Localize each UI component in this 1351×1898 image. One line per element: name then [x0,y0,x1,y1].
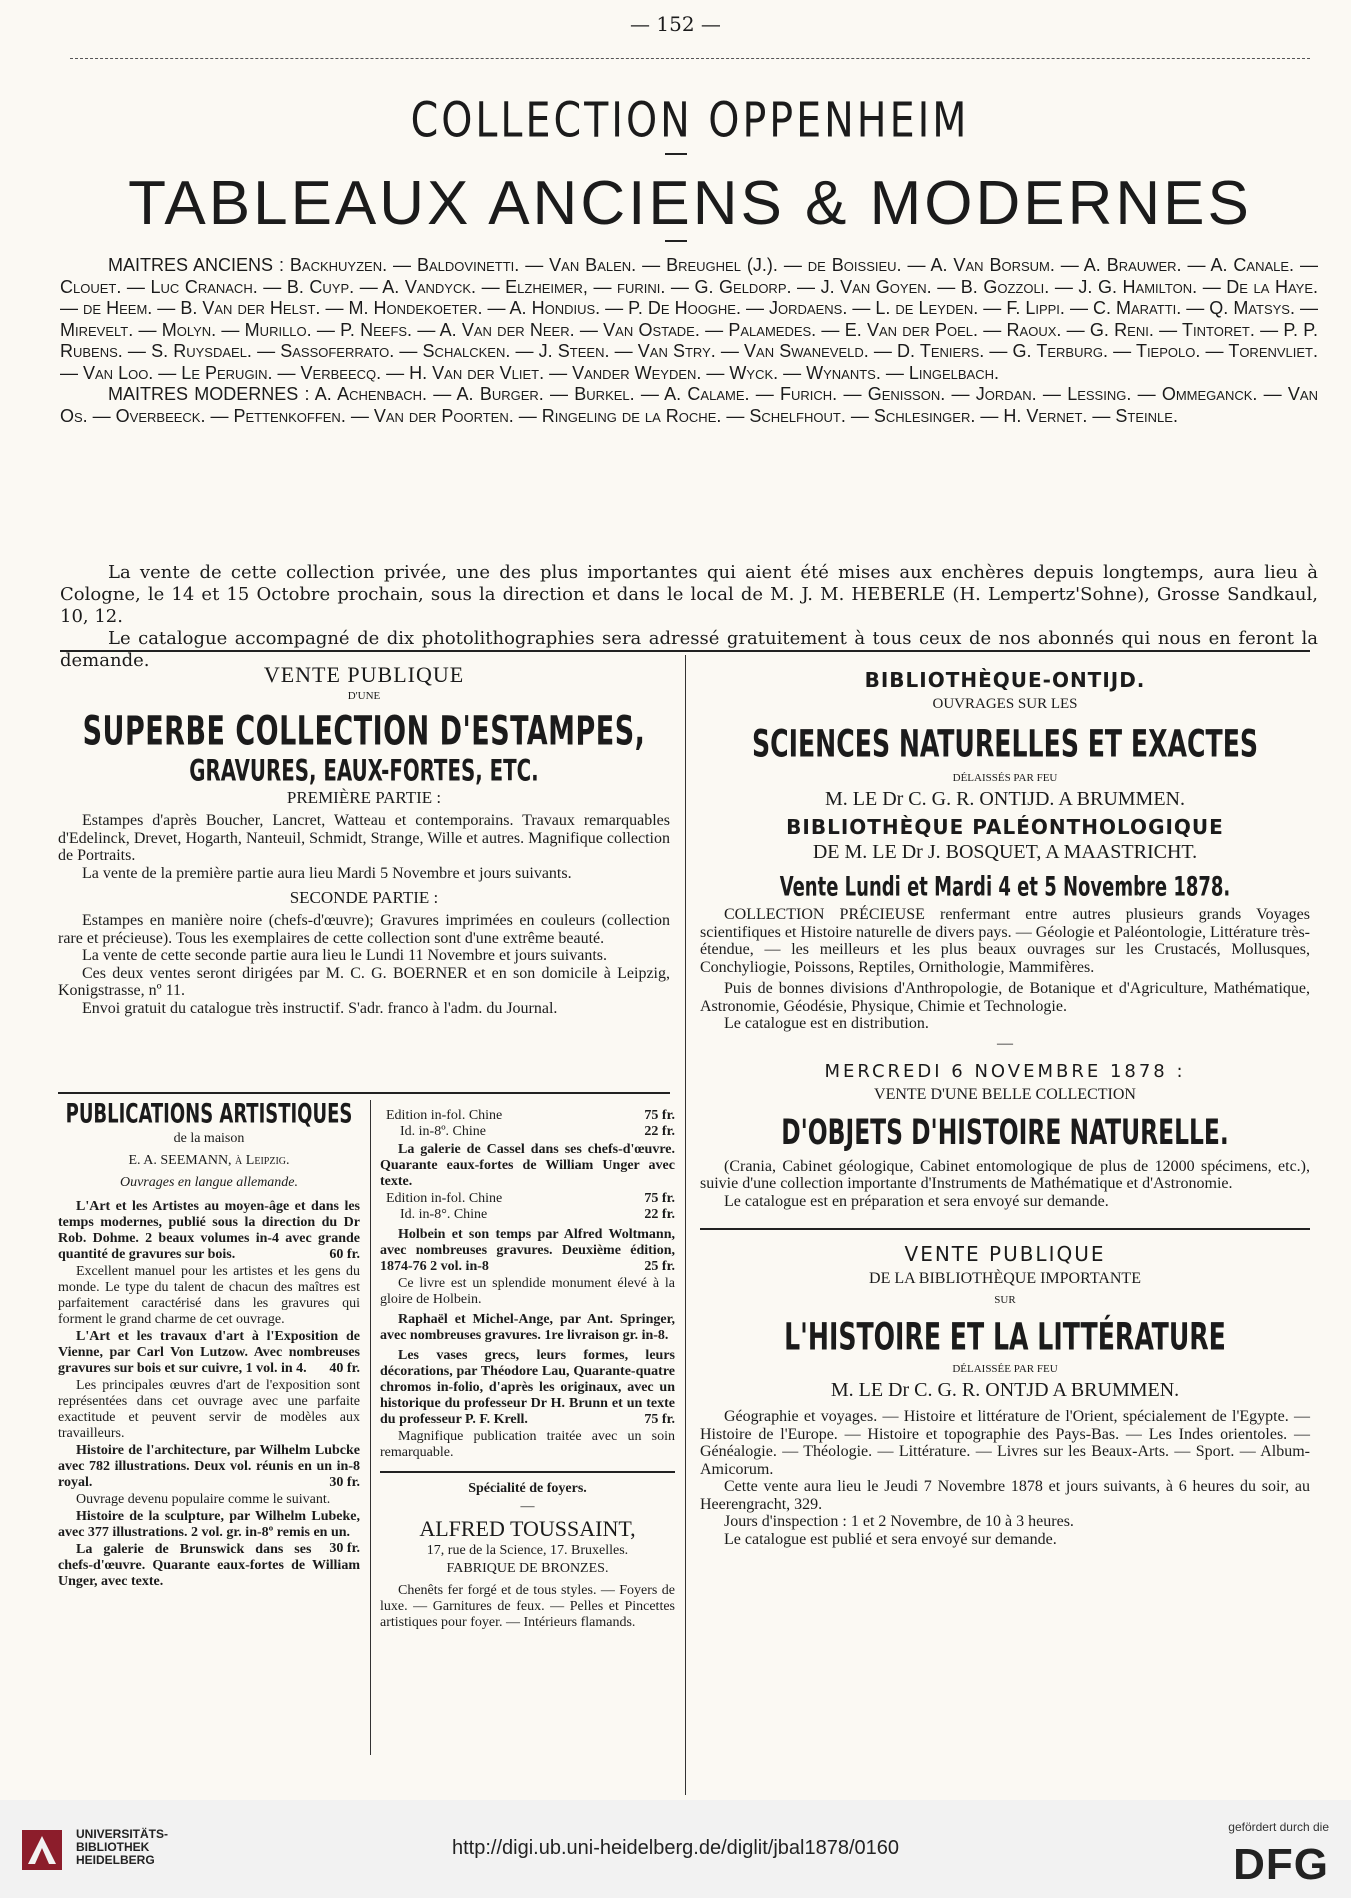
histoire-naturelle-title: D'OBJETS D'HISTOIRE NATURELLE. [781,1112,1229,1153]
litterature-p1: Géographie et voyages. — Histoire et littérature de l'Orient, spécialement de l'Egypte. — Histoire de l'Europe. — Histoire et topographie des Pays-Bas. — Les Indes orientoles. — Généalogie. — Théologie. — Littérature. — Livres sur les Beaux-Arts. — Sport. — Album-Amicorum. [700,1408,1310,1478]
d-une: D'UNE [347,690,381,702]
bosquet-name: DE M. LE Dr J. BOSQUET, A MAASTRICHT. [812,841,1198,863]
litterature-text [700,1408,1310,1548]
naturelle-p1: (Crania, Cabinet géologique, Cabinet entomologique de plus de 12000 spécimens, etc.), suivie d'une collection importante d'Instruments de Mathématique et d'Astronomie. [700,1157,1310,1192]
left-section-rule [58,1092,670,1094]
cassel-gallery: La galerie de Cassel dans ses chefs-d'œuvre. Quarante eaux-fortes de William Unger avec texte. [380,1142,675,1189]
delaissee-2: DÉLAISSÉE PAR FEU [952,1363,1058,1375]
estampes-ad [58,662,670,1017]
inner-divider [370,1100,371,1755]
edition-4-price: 22 fr. [644,1207,675,1222]
vases-price: 75 fr. [644,1412,675,1427]
raphael-item: Raphaël et Michel-Ange, par Ant. Springer, avec nombreuses gravures. 1re livraison gr. in-8. [380,1312,675,1343]
publisher-name: E. A. SEEMANN, à Leipzig. [128,1153,290,1168]
pub-item-3: Histoire de l'architecture, par Wilhelm Lubcke avec 782 illustrations. Deux vol. réunis en un in-8 royal. [58,1443,360,1490]
ontijd-text [700,906,1310,1033]
sur: SUR [994,1294,1016,1306]
seconde-partie: SECONDE PARTIE : [289,888,439,907]
estampes-p5: Ces deux ventes seront dirigées par M. C. G. BOERNER et en son domicile à Leipzig, Konigstrasse, nº 11. [58,964,670,999]
maitres-anciens: MAITRES ANCIENS : Backhuyzen. — Baldovinetti. — Van Balen. — Breughel (J.). — de Boissieu. — A. Van Borsum. — A. Brauwer. — A. Canale. — Clouet. — Luc Cranach. — B. Cuyp. — A. Vandyck. — Elzheimer, — furini. — G. Geldorp. — J. Van Goyen. — B. Gozzoli. — J. G. Hamilton. — De la Haye. — de Heem. — B. Van der Helst. — M. Hondekoeter. — A. Hondius. — P. De Hooghe. — Jordaens. — L. de Leyden. — F. Lippi. — C. Maratti. — Q. Matsys. — Mirevelt. — Molyn. — Murillo. — P. Neefs. — A. Van der Neer. — Van Ostade. — Palamedes. — E. Van der Poel. — Raoux. — G. Reni. — Tintoret. — P. P. Rubens. — S. Ruysdael. — Sassoferrato. — Schalcken. — J. Steen. — Van Stry. — Van Swaneveld. — D. Teniers. — G. Terburg. — Tiepolo. — Torenvliet. — Van Loo. — Le Perugin. — Verbeecq. — H. Van der Vliet. — Vander Weyden. — Wyck. — Wynants. — Lingelbach. [60,255,1318,383]
viewer-footer [0,1800,1351,1898]
pub-item-1-price: 60 fr. [329,1247,360,1262]
premiere-partie: PREMIÈRE PARTIE : [286,788,442,807]
source-url[interactable]: http://digi.ub.uni-heidelberg.de/diglit/jbal1878/0160 [451,1837,899,1859]
vente-dates: Vente Lundi et Mardi 4 et 5 Novembre 1878. [779,869,1231,903]
title-dash [665,153,687,155]
language-note: Ouvrages en langue allemande. [119,1175,299,1190]
estampes-p4: La vente de cette seconde partie aura lieu le Lundi 11 Novembre et jours suivants. [82,947,607,964]
pub-item-3-desc: Ouvrage devenu populaire comme le suivant. [76,1492,331,1507]
holbein-price: 25 fr. [644,1259,675,1274]
edition-row-1 [380,1108,675,1124]
pub-item-4: Histoire de la sculpture, par Wilhelm Lubeke, avec 377 illustrations. 2 vol. gr. in-8º remis en un. [58,1509,360,1540]
sciences-title: SCIENCES NATURELLES ET EXACTES [751,721,1259,766]
library-line-3: HEIDELBERG [76,1853,155,1867]
vente-publique-2: VENTE PUBLIQUE [904,1242,1106,1266]
naturelle-text [700,1158,1310,1211]
ontijd-p1: COLLECTION PRÉCIEUSE renfermant entre autres plusieurs grands Voyages scientifiques et Histoire naturelle de divers pays. — Géologie et Paléontologie, Littérature très-étendue, — les meilleurs et les plus beaux ouvrages sur les Crustacés, Mollusques, Conchyliogie, Poissons, Reptiles, Ornithologie, Mammifères. [700,906,1310,976]
vente-publique-heading: VENTE PUBLIQUE [263,662,465,687]
dfg-logo: DFG [1233,1840,1329,1889]
ontijd-heading: BIBLIOTHÈQUE-ONTIJD. [864,668,1146,692]
pub-item-4-price: 30 fr. [329,1541,360,1556]
sale-notice [60,562,1318,672]
edition-row-4 [380,1207,675,1223]
gravures-title: GRAVURES, EAUX-FORTES, ETC. [189,754,539,789]
masters-list [60,255,1318,427]
ouvrages-sur: OUVRAGES SUR LES [932,696,1078,712]
top-rule [70,58,1310,59]
estampes-p6: Envoi gratuit du catalogue très instructif. S'adr. franco à l'adm. du Journal. [82,999,558,1017]
ontijd-name: M. LE Dr C. G. R. ONTIJD. A BRUMMEN. [824,788,1186,810]
tableaux-title: TABLEAUX ANCIENS & MODERNES [128,169,1252,238]
superbe-collection-title: SUPERBE COLLECTION D'ESTAMPES, [82,707,646,756]
funded-by: gefördert durch die [1228,1820,1329,1834]
seconde-text [58,912,670,1017]
pub-item-2-desc: Les principales œuvres d'art de l'exposition sont représentées dans cet ouvrage avec une parfaite exactitude et peuvent servir de modèles aux travailleurs. [58,1378,360,1441]
publications-title: PUBLICATIONS ARTISTIQUES [65,1096,353,1130]
litterature-p4: Le catalogue est publié et sera envoyé sur demande. [724,1530,1057,1548]
litterature-p2: Cette vente aura lieu le Jeudi 7 Novembre 1878 et jours suivants, à 6 heures du soir, au Heerengracht, 329. [700,1478,1310,1513]
ontijd-p2: Puis de bonnes divisions d'Anthropologie, de Botanique et d'Agriculture, Mathématique, Astronomie, Géodésie, Physique, Chimie et Technologie. [700,980,1310,1015]
foyers-dash: — [520,1499,535,1514]
section-rule [60,650,1310,652]
delaisses-1: DÉLAISSÉS PAR FEU [952,772,1058,784]
vases-item: Les vases grecs, leurs formes, leurs décorations, par Théodore Lau, Quarante-quatre chromos in-folio, d'après les originaux, avec un historique du professeur Dr H. Brunn et un texte du professeur P. F. Krell. [380,1348,675,1427]
holbein-desc: Ce livre est un splendide monument élevé à la gloire de Holbein. [380,1276,675,1307]
naturelle-p2: Le catalogue est en préparation et sera envoyé sur demande. [724,1192,1109,1210]
middle-column [380,1108,675,1632]
right-rule [700,1228,1310,1230]
holbein-item: Holbein et son temps par Alfred Woltmann, avec nombreuses gravures. Deuxième édition, 1874-76 2 vol. in-8 [380,1227,675,1274]
pub-item-2: L'Art et les travaux d'art à l'Exposition de Vienne, par Carl Von Lutzow. Avec nombreuses gravures sur bois et sur cuivre, 1 vol. in 4. [58,1329,360,1376]
pub-item-5: La galerie de Brunswick dans ses chefs-d'œuvre. Quarante eaux-fortes de William Unger, avec texte. [58,1542,360,1589]
litterature-p3: Jours d'inspection : 1 et 2 Novembre, de 10 à 3 heures. [724,1513,1074,1530]
histoire-litterature-title: L'HISTOIRE ET LA LITTÉRATURE [784,1314,1226,1359]
belle-collection: VENTE D'UNE BELLE COLLECTION [874,1085,1136,1103]
edition-1-price: 75 fr. [644,1108,675,1123]
page-number: — 152 — [630,12,721,36]
pub-item-2-price: 40 fr. [329,1361,360,1376]
paleontologique-heading: BIBLIOTHÈQUE PALÉONTHOLOGIQUE [786,815,1224,839]
edition-row-2 [380,1124,675,1140]
estampes-p1: Estampes d'après Boucher, Lancret, Watteau et contemporains. Travaux remarquables d'Edelinck, Drevet, Hogarth, Nanteuil, Schmidt, Strange, Wille et autres. Magnifique collection de Portraits. [58,812,670,864]
edition-1: Edition in-fol. Chine [386,1108,503,1123]
library-line-1: UNIVERSITÄTS- [76,1827,169,1841]
ontijd-p3: Le catalogue est en distribution. [724,1015,929,1032]
maitres-modernes: MAITRES MODERNES : A. Achenbach. — A. Burger. — Burkel. — A. Calame. — Furich. — Genisson. — Jordan. — Lessing. — Ommeganck. — Van Os. — Overbeeck. — Pettenkoffen. — Van der Poorten. — Ringeling de la Roche. — Schelfhout. — Schlesinger. — H. Vernet. — Steinle. [60,384,1318,426]
edition-2-price: 22 fr. [644,1124,675,1139]
title-dash-2 [665,240,687,242]
toussaint-address: 17, rue de la Science, 17. Bruxelles. [426,1543,629,1558]
collection-title: COLLECTION OPPENHEIM [410,92,970,149]
pub-item-1: L'Art et les Artistes au moyen-âge et dans les temps modernes, publié sous la direction du Dr Rob. Dohme. 2 beaux volumes in-4 avec grande quantité de gravures sur bois. [58,1199,360,1262]
estampes-p2: La vente de la première partie aura lieu Mardi 5 Novembre et jours suivants. [82,864,572,882]
bronzes-heading: FABRIQUE DE BRONZES. [446,1561,609,1576]
publications-column [58,1096,360,1591]
edition-3: Edition in-fol. Chine [386,1191,503,1206]
edition-row-3 [380,1191,675,1207]
estampes-p3: Estampes en manière noire (chefs-d'œuvre); Gravures imprimées en couleurs (collection rare et précieuse). Tous les exemplaires de cette collection sont d'une extrême beauté. [58,912,670,947]
publications-sub1: de la maison [173,1131,245,1146]
pub-item-3-price: 30 fr. [329,1475,360,1490]
foyers-desc: Chenêts fer forgé et de tous styles. — Foyers de luxe. — Garnitures de feux. — Pelles et Pincettes artistiques pour foyer. — Intérieurs flamands. [380,1583,675,1630]
library-line-2: BIBLIOTHEK [76,1840,150,1854]
sale-paragraph-1: La vente de cette collection privée, une des plus importantes qui aient été mises aux enchères depuis longtemps, aura lieu à Cologne, le 14 et 15 Octobre prochain, sous la direction et dans le local de M. J. M. HEBERLE (H. Lempertz'Sohne), Grosse Sandkaul, 10, 12. [60,562,1318,627]
toussaint-name: ALFRED TOUSSAINT, [419,1516,636,1541]
bibliotheque-importante: DE LA BIBLIOTHÈQUE IMPORTANTE [869,1270,1141,1287]
vases-desc: Magnifique publication traitée avec un soin remarquable. [380,1429,675,1460]
right-column [700,668,1310,1548]
pub-item-1-desc: Excellent manuel pour les artistes et les gens du monde. Le type du talent de chacun des maîtres est parfaitement caractérisé dans les gravures qui forment le grand charme de cet ouvrage. [58,1264,360,1327]
dash-1: — [997,1034,1013,1052]
edition-4: Id. in-8°. Chine [400,1207,488,1222]
edition-3-price: 75 fr. [644,1191,675,1206]
foyers-heading: Spécialité de foyers. [468,1481,587,1496]
ontjd-name-2: M. LE Dr C. G. R. ONTJD A BRUMMEN. [830,1379,1180,1401]
sale-paragraph-2: Le catalogue accompagné de dix photolithographies sera adressé gratuitement à tous ceux de nos abonnés qui nous en feront la demande. [60,628,1318,671]
mercredi-heading: MERCREDI 6 NOVEMBRE 1878 : [824,1060,1186,1082]
edition-2: Id. in-8º. Chine [400,1124,486,1139]
mid-rule [380,1471,675,1473]
premiere-text [58,812,670,882]
column-divider [685,655,686,1795]
